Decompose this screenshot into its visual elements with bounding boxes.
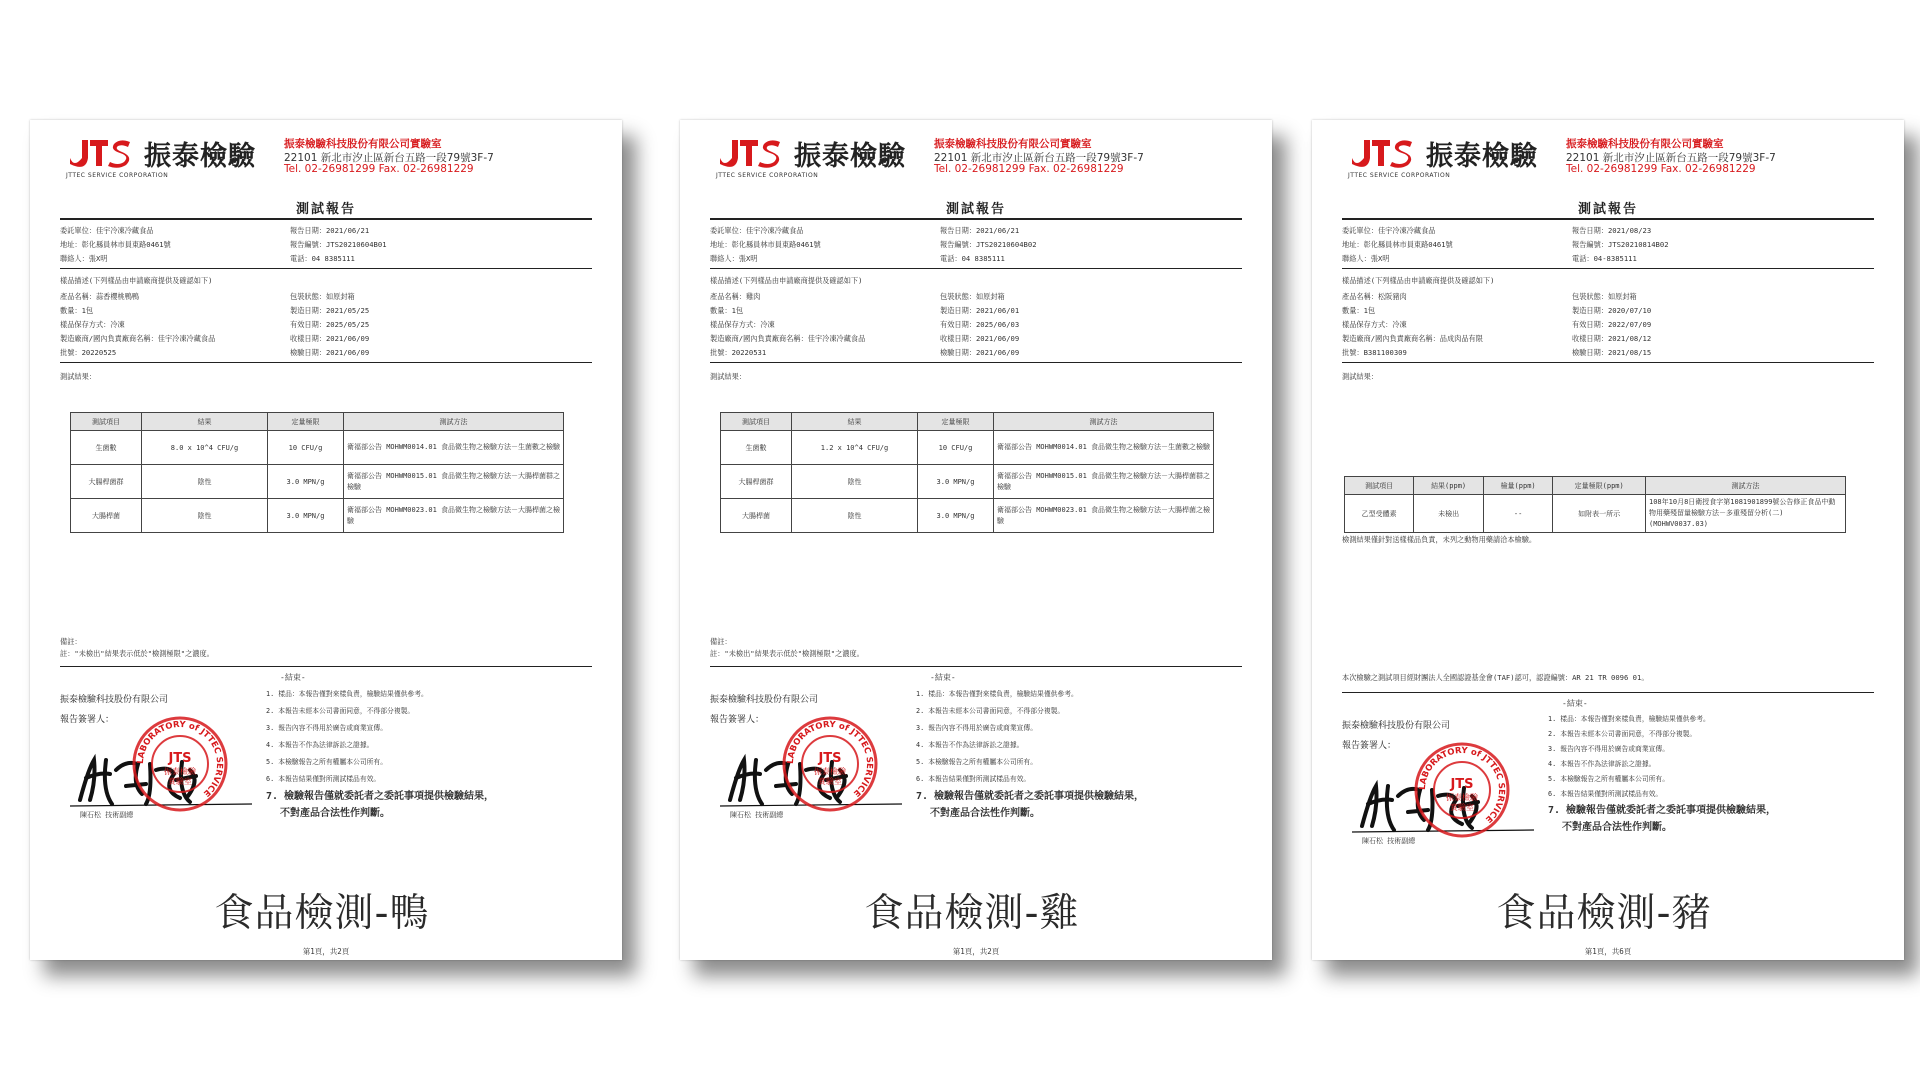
table-header-row xyxy=(1345,477,1846,495)
table-header-cell: 定量極限(ppm) xyxy=(1553,477,1646,495)
sample-row: 數量：1包 xyxy=(1342,306,1376,315)
end-marker: -結束- xyxy=(930,673,956,682)
table-cell: 3.0 MPN/g xyxy=(917,465,993,499)
table-cell: 大腸桿菌 xyxy=(721,499,792,533)
report-sheet[interactable] xyxy=(1312,120,1904,960)
results-label: 測試結果： xyxy=(710,372,746,381)
brand-english-name: JTTEC SERVICE CORPORATION xyxy=(716,172,819,179)
table-header-row xyxy=(71,413,564,431)
info-row: 報告編號：JTS20210604B01 xyxy=(290,240,387,249)
divider xyxy=(1342,362,1874,363)
divider xyxy=(1342,218,1874,220)
seal-center-text: 實驗室 xyxy=(168,777,192,786)
end-marker: -結束- xyxy=(280,673,306,682)
table-row xyxy=(71,431,564,465)
info-row: 報告編號：JTS20210814B02 xyxy=(1572,240,1669,249)
info-row: 報告日期：2021/06/21 xyxy=(290,226,370,235)
report-caption: 食品檢測-豬 xyxy=(1496,891,1712,936)
info-row: 委託單位：佳宇冷凍冷藏食品 xyxy=(710,226,804,235)
sample-row: 製造日期：2021/05/25 xyxy=(290,306,370,315)
sample-row: 批號：20220525 xyxy=(60,348,117,357)
company-line: 振泰檢驗科技股份有限公司 xyxy=(60,695,169,705)
table-header-cell: 測試項目 xyxy=(721,413,792,431)
lab-address: 22101 新北市汐止區新台五路一段79號3F-7 xyxy=(1566,152,1776,164)
divider xyxy=(60,666,592,667)
report-card xyxy=(680,120,1272,960)
table-row xyxy=(721,465,1214,499)
page-number: 第1頁，共2頁 xyxy=(302,947,350,956)
client-info-left xyxy=(710,224,821,266)
table-cell: 1.2 x 10^4 CFU/g xyxy=(792,431,918,465)
info-row: 報告日期：2021/06/21 xyxy=(940,226,1020,235)
note-line: 5. 本檢驗報告之所有權屬本公司所有。 xyxy=(1548,775,1670,783)
table-cell: -- xyxy=(1483,495,1553,533)
lab-name: 振泰檢驗科技股份有限公司實驗室 xyxy=(1566,138,1724,150)
table-row xyxy=(71,465,564,499)
lab-seal-icon xyxy=(1412,740,1512,840)
accreditation-note: 本次檢驗之測試項目經財團法人全國認證基金會(TAF)認可，認證編號：AR 21 TR 0096 01。 xyxy=(1342,673,1649,682)
note-line: 4. 本報告不作為法律訴訟之證據。 xyxy=(1548,760,1656,768)
note-line: 6. 本報告結果僅對所測試樣品有效。 xyxy=(916,775,1031,783)
sample-row: 產品名稱：蒜香櫻桃鴨鴨 xyxy=(60,292,140,301)
company-line: 報告簽署人： xyxy=(60,715,115,725)
sample-row: 批號：B381100309 xyxy=(1342,348,1407,357)
divider xyxy=(60,218,592,220)
sample-row: 產品名稱：雞肉 xyxy=(710,292,761,301)
info-row: 報告日期：2021/08/23 xyxy=(1572,226,1652,235)
info-row: 聯絡人：張X明 xyxy=(60,254,108,263)
lab-name: 振泰檢驗科技股份有限公司實驗室 xyxy=(284,138,442,150)
results-table xyxy=(70,412,564,533)
sample-row: 批號：20220531 xyxy=(710,348,767,357)
report-header xyxy=(66,132,606,184)
sample-row: 製造日期：2021/06/01 xyxy=(940,306,1020,315)
company-line: 振泰檢驗科技股份有限公司 xyxy=(1342,721,1451,731)
report-sheet[interactable] xyxy=(30,120,622,960)
sample-row: 包裝狀態：如原封箱 xyxy=(940,292,1005,301)
sample-row: 檢驗日期：2021/06/09 xyxy=(940,348,1020,357)
note-line: 5. 本檢驗報告之所有權屬本公司所有。 xyxy=(266,758,388,766)
table-header-cell: 定量極限 xyxy=(917,413,993,431)
info-row: 聯絡人：張X明 xyxy=(1342,254,1390,263)
sample-info-left xyxy=(60,290,215,360)
sample-row: 製造廠商/國內負責廠商名稱：佳宇冷凍冷藏食品 xyxy=(710,334,866,343)
note-line: 3. 報告內容不得用於廣告或商業宣傳。 xyxy=(916,724,1038,732)
report-card xyxy=(1312,120,1904,960)
table-cell: 大腸桿菌群 xyxy=(721,465,792,499)
table-cell: 衛福部公告 MOHWM0015.01 食品微生物之檢驗方法－大腸桿菌群之檢驗 xyxy=(344,465,564,499)
sample-row: 有效日期：2022/07/09 xyxy=(1572,320,1652,329)
sample-row: 包裝狀態：如原封箱 xyxy=(1572,292,1637,301)
note-line: 2. 本報告未經本公司書面同意，不得部分複製。 xyxy=(266,707,415,715)
sample-info-left xyxy=(710,290,865,360)
table-header-cell: 結果(ppm) xyxy=(1414,477,1484,495)
table-cell: 陰性 xyxy=(792,465,918,499)
table-cell: 3.0 MPN/g xyxy=(917,499,993,533)
sample-row: 數量：1包 xyxy=(60,306,94,315)
info-row: 報告編號：JTS20210604B02 xyxy=(940,240,1037,249)
table-cell: 3.0 MPN/g xyxy=(267,499,343,533)
table-cell: 陰性 xyxy=(142,465,268,499)
results-label: 測試結果： xyxy=(60,372,96,381)
client-info-left xyxy=(60,224,171,266)
sample-row: 製造廠商/國內負責廠商名稱：品成肉品有限 xyxy=(1342,334,1483,343)
note-line: 3. 報告內容不得用於廣告或商業宣傳。 xyxy=(1548,745,1670,753)
note-line: 5. 本檢驗報告之所有權屬本公司所有。 xyxy=(916,758,1038,766)
svg-text:JTS: JTS xyxy=(818,751,842,766)
report-caption: 食品檢測-鴨 xyxy=(214,891,430,936)
divider xyxy=(710,362,1242,363)
statement-line: 7. 檢驗報告僅就委託者之委託事項提供檢驗結果， xyxy=(916,791,1145,802)
sample-row: 收樣日期：2021/06/09 xyxy=(290,334,370,343)
table-row xyxy=(721,499,1214,533)
company-line: 振泰檢驗科技股份有限公司 xyxy=(710,695,819,705)
sample-row: 收樣日期：2021/06/09 xyxy=(940,334,1020,343)
table-cell: 衛福部公告 MOHWM0015.01 食品微生物之檢驗方法－大腸桿菌群之檢驗 xyxy=(994,465,1214,499)
info-row: 電話：04 8385111 xyxy=(940,254,1005,263)
company-line: 報告簽署人： xyxy=(1342,741,1397,751)
seal-ring-text: LABORATORY of JTTEC SERVICE xyxy=(785,719,875,799)
lab-seal-icon xyxy=(780,714,880,814)
client-info-right xyxy=(290,224,387,266)
table-cell: 陰性 xyxy=(142,499,268,533)
sample-info-right xyxy=(290,290,369,360)
note-line: 2. 本報告未經本公司書面同意，不得部分複製。 xyxy=(1548,730,1697,738)
table-cell: 如附表一所示 xyxy=(1553,495,1646,533)
sample-row: 樣品保存方式：冷凍 xyxy=(60,320,125,329)
divider xyxy=(1342,692,1874,693)
table-cell: 大腸桿菌群 xyxy=(71,465,142,499)
sample-row: 包裝狀態：如原封箱 xyxy=(290,292,355,301)
sample-row: 製造日期：2020/07/10 xyxy=(1572,306,1652,315)
table-note: 備註： 註："未檢出"結果表示低於"檢測極限"之濃度。 xyxy=(710,637,864,658)
lab-address: 22101 新北市汐止區新台五路一段79號3F-7 xyxy=(934,152,1144,164)
info-row: 地址：彰化縣員林市員東路0461號 xyxy=(710,240,821,249)
statement-line: 7. 檢驗報告僅就委託者之委託事項提供檢驗結果， xyxy=(266,791,495,802)
report-header xyxy=(1348,132,1888,184)
table-cell: 衛福部公告 MOHWM0014.01 食品微生物之檢驗方法－生菌數之檢驗 xyxy=(994,431,1214,465)
page-number: 第1頁，共6頁 xyxy=(1584,947,1632,956)
sample-row: 檢驗日期：2021/06/09 xyxy=(290,348,370,357)
table-row xyxy=(1345,495,1846,533)
jts-logo-icon xyxy=(716,132,786,174)
lab-tel: Tel. 02-26981299 Fax. 02-26981229 xyxy=(934,163,1124,175)
table-header-cell: 定量極限 xyxy=(267,413,343,431)
report-title: 測試報告 xyxy=(295,202,356,217)
table-row xyxy=(721,431,1214,465)
sample-info-right xyxy=(940,290,1019,360)
table-header-cell: 測試項目 xyxy=(1345,477,1414,495)
brand-english-name: JTTEC SERVICE CORPORATION xyxy=(66,172,169,179)
divider xyxy=(710,268,1242,269)
jts-logo-icon xyxy=(1348,132,1418,174)
sample-row: 數量：1包 xyxy=(710,306,744,315)
report-notes xyxy=(266,686,494,822)
divider xyxy=(710,666,1242,667)
table-cell: 衛福部公告 MOHWM0014.01 食品微生物之檢驗方法－生菌數之檢驗 xyxy=(344,431,564,465)
brand-name: 振泰檢驗 xyxy=(144,141,256,172)
report-sheet[interactable] xyxy=(680,120,1272,960)
seal-center-text: 實驗室 xyxy=(818,777,842,786)
info-row: 電話：04-8385111 xyxy=(1572,254,1637,263)
info-row: 聯絡人：張X明 xyxy=(710,254,758,263)
sample-info-right xyxy=(1572,290,1651,360)
sample-header: 樣品描述(下列樣品由申請廠商提供及確認如下) xyxy=(60,276,213,285)
table-cell: 衛福部公告 MOHWM0023.01 食品微生物之檢驗方法－大腸桿菌之檢驗 xyxy=(344,499,564,533)
statement-line: 7. 檢驗報告僅就委託者之委託事項提供檢驗結果， xyxy=(1548,805,1777,816)
client-info-right xyxy=(940,224,1037,266)
signer-name: 陳石松 技術副總 xyxy=(730,811,784,819)
divider xyxy=(710,218,1242,220)
report-header xyxy=(716,132,1256,184)
statement-line: 不對產品合法性作判斷。 xyxy=(930,808,1040,819)
note-line: 2. 本報告未經本公司書面同意，不得部分複製。 xyxy=(916,707,1065,715)
divider xyxy=(60,268,592,269)
table-header-cell: 結果 xyxy=(142,413,268,431)
seal-center-text: 實驗室 xyxy=(1450,803,1474,812)
divider xyxy=(1342,268,1874,269)
sample-row: 有效日期：2025/05/25 xyxy=(290,320,370,329)
table-row xyxy=(71,499,564,533)
note-line: 1. 樣品：本報告僅對來樣負責，檢驗結果僅供參考。 xyxy=(1548,715,1710,723)
note-line: 1. 樣品：本報告僅對來樣負責，檢驗結果僅供參考。 xyxy=(916,690,1078,698)
client-info-left xyxy=(1342,224,1453,266)
table-cell: 生菌數 xyxy=(721,431,792,465)
page-number: 第1頁，共2頁 xyxy=(952,947,1000,956)
sample-row: 樣品保存方式：冷凍 xyxy=(1342,320,1407,329)
jts-logo-icon xyxy=(66,132,136,174)
sample-row: 製造廠商/國內負責廠商名稱：佳宇冷凍冷藏食品 xyxy=(60,334,216,343)
report-title: 測試報告 xyxy=(945,202,1006,217)
table-header-row xyxy=(721,413,1214,431)
sample-row: 收樣日期：2021/08/12 xyxy=(1572,334,1652,343)
statement-line: 不對產品合法性作判斷。 xyxy=(280,808,390,819)
company-line: 報告簽署人： xyxy=(710,715,765,725)
table-cell: 10 CFU/g xyxy=(267,431,343,465)
lab-name: 振泰檢驗科技股份有限公司實驗室 xyxy=(934,138,1092,150)
statement-line: 不對產品合法性作判斷。 xyxy=(1562,822,1672,833)
info-row: 委託單位：佳宇冷凍冷藏食品 xyxy=(1342,226,1436,235)
signer-name: 陳石松 技術副總 xyxy=(80,811,134,819)
table-cell: 108年10月8日衛授食字第1081901899號公告修正食品中動物用藥殘留量檢驗方法－多重殘留分析(二)(MOHWV0037.03) xyxy=(1646,495,1846,533)
seal-center-text: 振泰檢驗 xyxy=(814,767,846,776)
report-caption: 食品檢測-雞 xyxy=(864,891,1080,936)
report-notes xyxy=(1548,712,1776,836)
results-table xyxy=(720,412,1214,533)
seal-center-text: 振泰檢驗 xyxy=(164,767,196,776)
lab-tel: Tel. 02-26981299 Fax. 02-26981229 xyxy=(1566,163,1756,175)
info-row: 電話：04 8385111 xyxy=(290,254,355,263)
table-note: 檢測結果僅針對送樣樣品負責，未列之動物用藥請洽本檢驗。 xyxy=(1342,535,1537,544)
table-cell: 未檢出 xyxy=(1414,495,1484,533)
table-cell: 生菌數 xyxy=(71,431,142,465)
brand-name: 振泰檢驗 xyxy=(794,141,906,172)
brand-english-name: JTTEC SERVICE CORPORATION xyxy=(1348,172,1451,179)
note-line: 4. 本報告不作為法律訴訟之證據。 xyxy=(916,741,1024,749)
svg-text:JTS: JTS xyxy=(168,751,192,766)
table-header-cell: 檢量(ppm) xyxy=(1483,477,1553,495)
table-header-cell: 測試方法 xyxy=(1646,477,1846,495)
lab-address: 22101 新北市汐止區新台五路一段79號3F-7 xyxy=(284,152,494,164)
sample-header: 樣品描述(下列樣品由申請廠商提供及確認如下) xyxy=(710,276,863,285)
sample-row: 樣品保存方式：冷凍 xyxy=(710,320,775,329)
note-line: 6. 本報告結果僅對所測試樣品有效。 xyxy=(1548,790,1663,798)
sample-row: 檢驗日期：2021/08/15 xyxy=(1572,348,1652,357)
table-cell: 3.0 MPN/g xyxy=(267,465,343,499)
divider xyxy=(60,362,592,363)
brand-name: 振泰檢驗 xyxy=(1426,141,1538,172)
table-cell: 大腸桿菌 xyxy=(71,499,142,533)
note-line: 4. 本報告不作為法律訴訟之證據。 xyxy=(266,741,374,749)
info-row: 地址：彰化縣員林市員東路0461號 xyxy=(60,240,171,249)
table-cell: 乙型受體素 xyxy=(1345,495,1414,533)
sample-header: 樣品描述(下列樣品由申請廠商提供及確認如下) xyxy=(1342,276,1495,285)
table-cell: 10 CFU/g xyxy=(917,431,993,465)
report-title: 測試報告 xyxy=(1577,202,1638,217)
sample-row: 有效日期：2025/06/03 xyxy=(940,320,1020,329)
end-marker: -結束- xyxy=(1562,699,1588,708)
table-header-cell: 測試方法 xyxy=(344,413,564,431)
note-line: 3. 報告內容不得用於廣告或商業宣傳。 xyxy=(266,724,388,732)
client-info-right xyxy=(1572,224,1669,266)
lab-tel: Tel. 02-26981299 Fax. 02-26981229 xyxy=(284,163,474,175)
sample-info-left xyxy=(1342,290,1483,360)
note-line: 1. 樣品：本報告僅對來樣負責，檢驗結果僅供參考。 xyxy=(266,690,428,698)
results-table xyxy=(1344,476,1846,533)
results-label: 測試結果： xyxy=(1342,372,1378,381)
table-cell: 衛福部公告 MOHWM0023.01 食品微生物之檢驗方法－大腸桿菌之檢驗 xyxy=(994,499,1214,533)
report-card xyxy=(30,120,622,960)
table-header-cell: 測試方法 xyxy=(994,413,1214,431)
table-header-cell: 測試項目 xyxy=(71,413,142,431)
table-cell: 8.0 x 10^4 CFU/g xyxy=(142,431,268,465)
sample-row: 產品名稱：松阪豬肉 xyxy=(1342,292,1407,301)
table-header-cell: 結果 xyxy=(792,413,918,431)
signer-name: 陳石松 技術副總 xyxy=(1362,837,1416,845)
seal-center-text: 振泰檢驗 xyxy=(1446,793,1478,802)
table-cell: 陰性 xyxy=(792,499,918,533)
seal-ring-text: LABORATORY of JTTEC SERVICE xyxy=(1417,745,1507,825)
report-notes xyxy=(916,686,1144,822)
seal-ring-text: LABORATORY of JTTEC SERVICE xyxy=(135,719,225,799)
svg-text:JTS: JTS xyxy=(1450,777,1474,792)
note-line: 6. 本報告結果僅對所測試樣品有效。 xyxy=(266,775,381,783)
info-row: 地址：彰化縣員林市員東路0461號 xyxy=(1342,240,1453,249)
lab-seal-icon xyxy=(130,714,230,814)
info-row: 委託單位：佳宇冷凍冷藏食品 xyxy=(60,226,154,235)
table-note: 備註： 註："未檢出"結果表示低於"檢測極限"之濃度。 xyxy=(60,637,214,658)
